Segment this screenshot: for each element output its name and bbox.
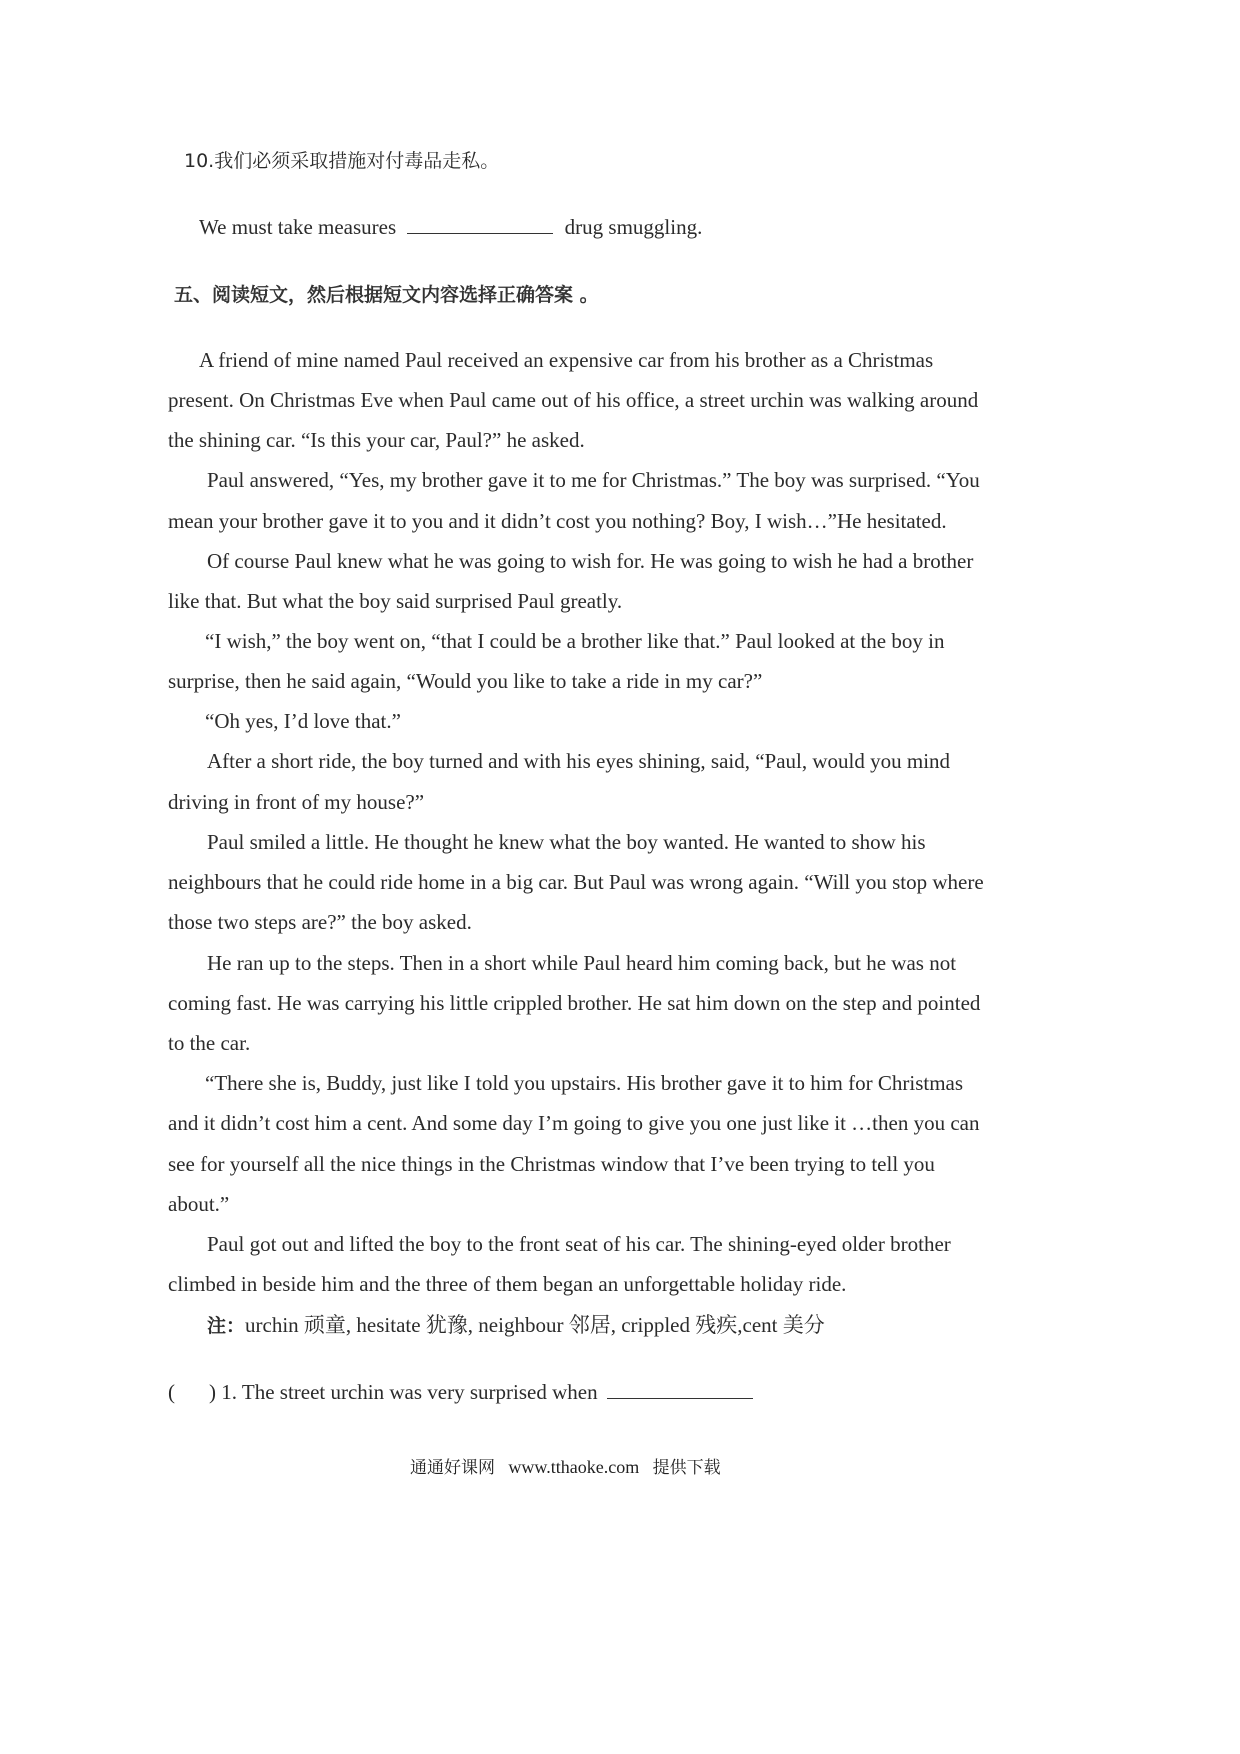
q10-answer-blank[interactable] bbox=[407, 215, 553, 234]
section-5-heading: 五、阅读短文，然后根据短文内容选择正确答案 。 bbox=[174, 284, 599, 306]
q10-chinese: 10.我们必须采取措施对付毒品走私。 bbox=[184, 150, 500, 172]
passage-line: to the car. bbox=[168, 1031, 251, 1055]
vocabulary-note bbox=[207, 1311, 825, 1340]
passage-line: the shining car. “Is this your car, Paul?” he asked. bbox=[168, 428, 585, 452]
passage-line: “I wish,” the boy went on, “that I could be a brother like that.” Paul looked at the boy in bbox=[205, 629, 945, 653]
passage-line: Paul smiled a little. He thought he knew what the boy wanted. He wanted to show his bbox=[207, 830, 926, 854]
passage-line: coming fast. He was carrying his little crippled brother. He sat him down on the step and pointed bbox=[168, 991, 981, 1015]
passage-line: Paul answered, “Yes, my brother gave it to me for Christmas.” The boy was surprised. “You bbox=[207, 468, 980, 492]
passage-line: about.” bbox=[168, 1192, 230, 1216]
passage-line: neighbours that he could ride home in a big car. But Paul was wrong again. “Will you stop where bbox=[168, 870, 984, 894]
question-1 bbox=[168, 1378, 753, 1406]
q10-english-after: drug smuggling. bbox=[564, 215, 703, 239]
passage-line: and it didn’t cost him a cent. And some day I’m going to give you one just like it …then you can bbox=[168, 1111, 980, 1135]
passage-line: driving in front of my house?” bbox=[168, 790, 425, 814]
footer-url[interactable]: www.tthaoke.com bbox=[508, 1457, 640, 1477]
passage-line: A friend of mine named Paul received an expensive car from his brother as a Christmas bbox=[199, 348, 934, 372]
footer-download-text: 提供下载 bbox=[652, 1458, 721, 1478]
passage-line: After a short ride, the boy turned and with his eyes shining, said, “Paul, would you mind bbox=[207, 749, 951, 773]
passage-line: mean your brother gave it to you and it didn’t cost you nothing? Boy, I wish…”He hesitated. bbox=[168, 509, 947, 533]
passage-line: present. On Christmas Eve when Paul came out of his office, a street urchin was walking around bbox=[168, 388, 979, 412]
passage-line: those two steps are?” the boy asked. bbox=[168, 910, 472, 934]
page-footer bbox=[410, 1453, 721, 1482]
passage-line: “Oh yes, I’d love that.” bbox=[205, 709, 401, 733]
passage-line: see for yourself all the nice things in the Christmas window that I’ve been trying to tell you bbox=[168, 1152, 935, 1176]
note-text: urchin 顽童, hesitate 犹豫, neighbour 邻居, crippled 残疾,cent 美分 bbox=[245, 1313, 825, 1337]
passage-line: Of course Paul knew what he was going to wish for. He was going to wish he had a brother bbox=[207, 549, 974, 573]
passage-line: He ran up to the steps. Then in a short while Paul heard him coming back, but he was not bbox=[207, 951, 957, 975]
footer-site-name: 通通好课网 bbox=[410, 1458, 495, 1478]
answer-bracket-open: ( bbox=[168, 1380, 175, 1404]
passage-line: like that. But what the boy said surprised Paul greatly. bbox=[168, 589, 623, 613]
passage-line: Paul got out and lifted the boy to the front seat of his car. The shining-eyed older brother bbox=[207, 1232, 951, 1256]
q10-english-before: We must take measures bbox=[199, 215, 397, 239]
passage-line: surprise, then he said again, “Would you like to take a ride in my car?” bbox=[168, 669, 763, 693]
passage-line: climbed in beside him and the three of them began an unforgettable holiday ride. bbox=[168, 1272, 847, 1296]
question-1-text: 1. The street urchin was very surprised when bbox=[221, 1380, 598, 1404]
passage-line: “There she is, Buddy, just like I told you upstairs. His brother gave it to him for Christmas bbox=[205, 1071, 964, 1095]
q10-english bbox=[199, 213, 702, 241]
question-1-blank[interactable] bbox=[607, 1380, 753, 1399]
note-label: 注： bbox=[207, 1315, 246, 1337]
answer-bracket-close: ) bbox=[209, 1380, 216, 1404]
